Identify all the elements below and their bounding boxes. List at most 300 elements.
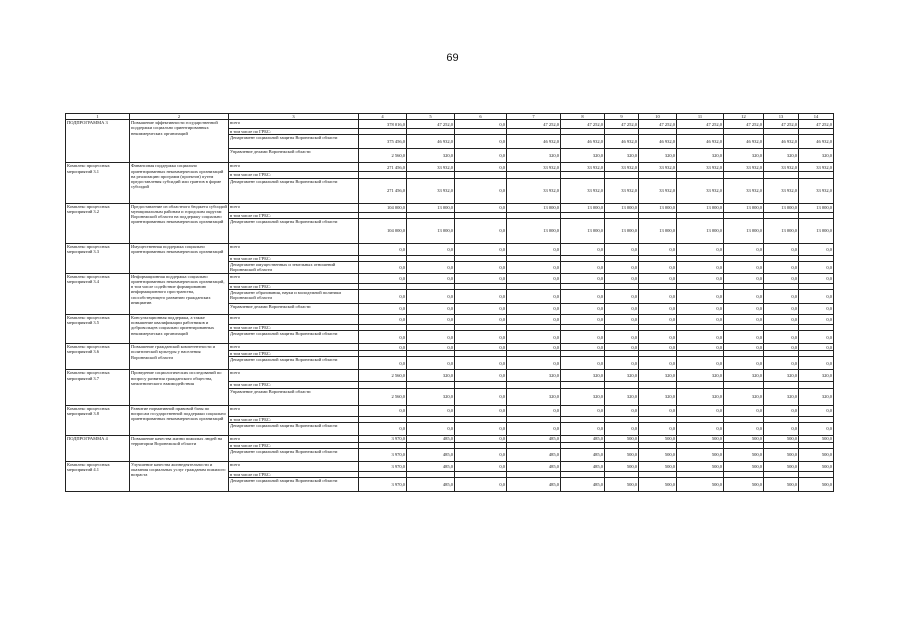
value-cell: 500,0 xyxy=(764,448,799,461)
value-cell: 0,0 xyxy=(455,331,507,344)
column-header: 9 xyxy=(605,114,639,120)
value-cell: 485,0 xyxy=(407,448,455,461)
value-cell: 320,0 xyxy=(507,370,561,382)
value-cell: 0,0 xyxy=(455,344,507,351)
value-cell: 104 000,0 xyxy=(359,218,407,243)
value-cell: 0,0 xyxy=(677,315,724,325)
value-cell: 0,0 xyxy=(407,290,455,304)
value-cell: 500,0 xyxy=(799,448,834,461)
funding-source-cell: Департамент социальной защиты Воронежской области xyxy=(229,478,359,492)
value-cell: 0,0 xyxy=(359,357,407,370)
table-body xyxy=(66,114,834,492)
value-cell: 0,0 xyxy=(724,344,764,351)
budget-table xyxy=(65,113,834,492)
value-cell: 46 932,0 xyxy=(799,135,834,149)
value-cell: 0,0 xyxy=(639,261,677,273)
value-cell: 0,0 xyxy=(455,273,507,283)
value-cell: 0,0 xyxy=(764,304,799,315)
value-cell: 0,0 xyxy=(455,163,507,172)
value-cell: 0,0 xyxy=(799,405,834,416)
value-cell: 33 932,0 xyxy=(605,178,639,203)
value-cell: 0,0 xyxy=(455,135,507,149)
funding-source-cell: в том числе по ГРБС: xyxy=(229,325,359,331)
program-name-cell: Проведение социологических исследований по вопросу развития гражданского общества, межэтнического взаимодействия xyxy=(130,370,229,405)
value-cell: 320,0 xyxy=(561,388,605,405)
value-cell: 3 970,0 xyxy=(359,478,407,492)
program-name-cell: Повышение эффективности государственной поддержки социально ориентированных некоммерческих организаций xyxy=(130,120,229,163)
value-cell: 500,0 xyxy=(639,435,677,442)
value-cell: 47 252,0 xyxy=(605,120,639,129)
table-row xyxy=(66,435,834,442)
value-cell: 0,0 xyxy=(724,315,764,325)
value-cell: 46 932,0 xyxy=(407,135,455,149)
value-cell: 0,0 xyxy=(605,243,639,255)
value-cell: 0,0 xyxy=(455,120,507,129)
value-cell: 0,0 xyxy=(359,315,407,325)
value-cell: 46 932,0 xyxy=(507,135,561,149)
funding-source-cell: Департамент социальной защиты Воронежской области xyxy=(229,357,359,370)
funding-source-cell: всего xyxy=(229,273,359,283)
value-cell: 33 932,0 xyxy=(639,178,677,203)
value-cell: 0,0 xyxy=(455,261,507,273)
value-cell: 500,0 xyxy=(639,478,677,492)
value-cell: 500,0 xyxy=(764,435,799,442)
value-cell: 13 000,0 xyxy=(605,203,639,212)
page-number: 69 xyxy=(446,52,459,64)
value-cell: 0,0 xyxy=(677,243,724,255)
column-header: 8 xyxy=(561,114,605,120)
funding-source-cell: всего xyxy=(229,120,359,129)
value-cell: 0,0 xyxy=(407,243,455,255)
value-cell: 13 000,0 xyxy=(799,218,834,243)
value-cell: 0,0 xyxy=(799,344,834,351)
value-cell: 0,0 xyxy=(639,290,677,304)
value-cell: 320,0 xyxy=(799,370,834,382)
value-cell: 0,0 xyxy=(605,304,639,315)
program-name-cell: Консультационная поддержка, а также повышение квалификации работников и добровольцев социально ориентированных некоммерческих организаций xyxy=(130,315,229,344)
value-cell: 13 000,0 xyxy=(507,203,561,212)
value-cell: 0,0 xyxy=(359,261,407,273)
value-cell: 0,0 xyxy=(507,243,561,255)
value-cell: 0,0 xyxy=(561,243,605,255)
column-header: 4 xyxy=(359,114,407,120)
value-cell: 0,0 xyxy=(724,357,764,370)
funding-source-cell: всего xyxy=(229,370,359,382)
value-cell: 0,0 xyxy=(561,290,605,304)
value-cell: 500,0 xyxy=(764,461,799,471)
value-cell: 0,0 xyxy=(507,304,561,315)
value-cell: 0,0 xyxy=(677,304,724,315)
funding-source-cell: Департамент социальной защиты Воронежской области xyxy=(229,448,359,461)
funding-source-cell: Департамент имущественных и земельных отношений Воронежской области xyxy=(229,261,359,273)
value-cell: 0,0 xyxy=(605,344,639,351)
value-cell: 0,0 xyxy=(639,405,677,416)
value-cell: 0,0 xyxy=(605,261,639,273)
program-code-cell: Комплекс процессных мероприятий 3.1 xyxy=(66,163,130,203)
table-row xyxy=(66,461,834,471)
value-cell: 320,0 xyxy=(677,370,724,382)
value-cell: 0,0 xyxy=(561,261,605,273)
value-cell: 0,0 xyxy=(799,357,834,370)
table-row xyxy=(66,405,834,416)
value-cell: 0,0 xyxy=(605,290,639,304)
value-cell: 485,0 xyxy=(507,448,561,461)
value-cell: 13 000,0 xyxy=(561,203,605,212)
value-cell: 500,0 xyxy=(677,478,724,492)
program-code-cell: Комплекс процессных мероприятий 3.3 xyxy=(66,243,130,273)
value-cell: 485,0 xyxy=(507,461,561,471)
value-cell: 485,0 xyxy=(561,435,605,442)
column-header: 11 xyxy=(677,114,724,120)
value-cell: 0,0 xyxy=(507,357,561,370)
program-name-cell: Финансовая поддержка социально ориентированных некоммерческих организаций на реализацию программ (проектов) путем предоставления субсидий или грантов в форме субсидий xyxy=(130,163,229,203)
value-cell: 0,0 xyxy=(639,304,677,315)
value-cell: 320,0 xyxy=(605,149,639,163)
value-cell: 13 000,0 xyxy=(799,203,834,212)
value-cell: 46 932,0 xyxy=(764,135,799,149)
funding-source-cell: всего xyxy=(229,344,359,351)
value-cell: 2 560,0 xyxy=(359,388,407,405)
value-cell: 0,0 xyxy=(605,405,639,416)
funding-source-cell: в том числе по ГРБС: xyxy=(229,382,359,388)
value-cell: 500,0 xyxy=(724,448,764,461)
value-cell: 0,0 xyxy=(764,273,799,283)
column-header: 5 xyxy=(407,114,455,120)
value-cell: 320,0 xyxy=(799,388,834,405)
value-cell: 0,0 xyxy=(677,405,724,416)
funding-source-cell: всего xyxy=(229,163,359,172)
program-name-cell: Улучшение качества жизнедеятельности и оказания социальных услуг гражданам пожилого возраста xyxy=(130,461,229,491)
value-cell: 33 932,0 xyxy=(724,163,764,172)
value-cell: 0,0 xyxy=(561,357,605,370)
value-cell: 0,0 xyxy=(764,243,799,255)
value-cell: 320,0 xyxy=(724,388,764,405)
value-cell: 0,0 xyxy=(639,422,677,435)
funding-source-cell: Департамент социальной защиты Воронежской области xyxy=(229,178,359,203)
value-cell: 320,0 xyxy=(561,370,605,382)
value-cell: 500,0 xyxy=(677,461,724,471)
value-cell: 485,0 xyxy=(561,461,605,471)
value-cell: 33 932,0 xyxy=(677,178,724,203)
value-cell: 500,0 xyxy=(605,478,639,492)
value-cell: 0,0 xyxy=(724,243,764,255)
value-cell: 46 932,0 xyxy=(724,135,764,149)
value-cell: 47 252,0 xyxy=(764,120,799,129)
value-cell: 485,0 xyxy=(561,478,605,492)
value-cell: 0,0 xyxy=(455,370,507,382)
value-cell: 320,0 xyxy=(407,370,455,382)
value-cell: 0,0 xyxy=(455,422,507,435)
table-row xyxy=(66,163,834,172)
value-cell: 46 932,0 xyxy=(605,135,639,149)
value-cell: 33 932,0 xyxy=(407,178,455,203)
value-cell: 33 932,0 xyxy=(605,163,639,172)
value-cell: 0,0 xyxy=(507,331,561,344)
value-cell: 13 000,0 xyxy=(561,218,605,243)
value-cell: 0,0 xyxy=(507,315,561,325)
funding-source-cell: Департамент социальной защиты Воронежской области xyxy=(229,135,359,149)
value-cell: 320,0 xyxy=(764,149,799,163)
program-code-cell: Комплекс процессных мероприятий 3.8 xyxy=(66,405,130,435)
value-cell: 500,0 xyxy=(764,478,799,492)
value-cell: 46 932,0 xyxy=(677,135,724,149)
value-cell: 0,0 xyxy=(507,405,561,416)
value-cell: 33 932,0 xyxy=(677,163,724,172)
value-cell: 47 252,0 xyxy=(561,120,605,129)
value-cell: 0,0 xyxy=(507,422,561,435)
value-cell: 0,0 xyxy=(359,405,407,416)
value-cell: 0,0 xyxy=(764,405,799,416)
value-cell: 47 252,0 xyxy=(407,120,455,129)
value-cell: 500,0 xyxy=(605,448,639,461)
value-cell: 0,0 xyxy=(455,315,507,325)
value-cell: 0,0 xyxy=(764,290,799,304)
value-cell: 13 000,0 xyxy=(507,218,561,243)
value-cell: 485,0 xyxy=(507,435,561,442)
value-cell: 0,0 xyxy=(407,357,455,370)
value-cell: 47 252,0 xyxy=(724,120,764,129)
table-row xyxy=(66,120,834,129)
funding-source-cell: в том числе по ГРБС: xyxy=(229,172,359,178)
value-cell: 0,0 xyxy=(799,315,834,325)
value-cell: 500,0 xyxy=(677,435,724,442)
funding-source-cell: Департамент социальной защиты Воронежской области xyxy=(229,218,359,243)
value-cell: 0,0 xyxy=(455,243,507,255)
value-cell: 2 560,0 xyxy=(359,149,407,163)
value-cell: 0,0 xyxy=(724,422,764,435)
table-row xyxy=(66,243,834,255)
program-code-cell: ПОДПРОГРАММА 3 xyxy=(66,120,130,163)
value-cell: 500,0 xyxy=(799,461,834,471)
program-name-cell: Повышение гражданской компетентности и политической культуры у населения Воронежской области xyxy=(130,344,229,370)
value-cell: 485,0 xyxy=(407,461,455,471)
funding-source-cell: Управление делами Воронежской области xyxy=(229,388,359,405)
value-cell: 500,0 xyxy=(639,461,677,471)
table-row xyxy=(66,203,834,212)
value-cell: 13 000,0 xyxy=(764,218,799,243)
value-cell: 320,0 xyxy=(724,149,764,163)
value-cell: 0,0 xyxy=(359,331,407,344)
value-cell: 0,0 xyxy=(605,331,639,344)
funding-source-cell: всего xyxy=(229,435,359,442)
program-code-cell: ПОДПРОГРАММА 4 xyxy=(66,435,130,461)
value-cell: 485,0 xyxy=(407,478,455,492)
value-cell: 378 016,0 xyxy=(359,120,407,129)
value-cell: 0,0 xyxy=(639,273,677,283)
value-cell: 0,0 xyxy=(677,344,724,351)
value-cell: 500,0 xyxy=(724,461,764,471)
value-cell: 320,0 xyxy=(799,149,834,163)
value-cell: 33 932,0 xyxy=(799,163,834,172)
value-cell: 485,0 xyxy=(561,448,605,461)
value-cell: 0,0 xyxy=(639,315,677,325)
value-cell: 0,0 xyxy=(724,273,764,283)
funding-source-cell: всего xyxy=(229,315,359,325)
value-cell: 33 932,0 xyxy=(799,178,834,203)
column-header: 14 xyxy=(799,114,834,120)
value-cell: 0,0 xyxy=(455,388,507,405)
value-cell: 33 932,0 xyxy=(561,178,605,203)
value-cell: 0,0 xyxy=(359,304,407,315)
value-cell: 33 932,0 xyxy=(639,163,677,172)
funding-source-cell: Управление делами Воронежской области xyxy=(229,304,359,315)
value-cell: 500,0 xyxy=(799,478,834,492)
value-cell: 13 000,0 xyxy=(677,218,724,243)
value-cell: 0,0 xyxy=(561,304,605,315)
value-cell: 0,0 xyxy=(507,261,561,273)
value-cell: 0,0 xyxy=(561,273,605,283)
table-row xyxy=(66,315,834,325)
value-cell: 500,0 xyxy=(799,435,834,442)
funding-source-cell: в том числе по ГРБС: xyxy=(229,283,359,289)
value-cell: 33 932,0 xyxy=(764,178,799,203)
value-cell: 0,0 xyxy=(639,331,677,344)
value-cell: 320,0 xyxy=(639,388,677,405)
value-cell: 0,0 xyxy=(561,422,605,435)
value-cell: 0,0 xyxy=(407,405,455,416)
value-cell: 271 456,0 xyxy=(359,163,407,172)
value-cell: 0,0 xyxy=(561,405,605,416)
value-cell: 0,0 xyxy=(507,273,561,283)
value-cell: 500,0 xyxy=(724,478,764,492)
value-cell: 0,0 xyxy=(455,304,507,315)
value-cell: 0,0 xyxy=(677,273,724,283)
value-cell: 13 000,0 xyxy=(639,203,677,212)
program-name-cell: Предоставление из областного бюджета субсидий муниципальным районам и городским округам Воронежской области на поддержку социально ориентированных некоммерческих организаций xyxy=(130,203,229,243)
value-cell: 0,0 xyxy=(407,273,455,283)
value-cell: 33 932,0 xyxy=(407,163,455,172)
value-cell: 0,0 xyxy=(507,344,561,351)
value-cell: 320,0 xyxy=(561,149,605,163)
value-cell: 47 252,0 xyxy=(677,120,724,129)
value-cell: 0,0 xyxy=(724,331,764,344)
value-cell: 0,0 xyxy=(724,261,764,273)
value-cell: 0,0 xyxy=(359,422,407,435)
funding-source-cell: всего xyxy=(229,243,359,255)
value-cell: 46 932,0 xyxy=(561,135,605,149)
value-cell: 0,0 xyxy=(561,315,605,325)
value-cell: 46 932,0 xyxy=(639,135,677,149)
value-cell: 320,0 xyxy=(677,149,724,163)
value-cell: 0,0 xyxy=(724,304,764,315)
value-cell: 0,0 xyxy=(561,344,605,351)
value-cell: 47 252,0 xyxy=(507,120,561,129)
column-header: 12 xyxy=(724,114,764,120)
value-cell: 13 000,0 xyxy=(407,218,455,243)
value-cell: 13 000,0 xyxy=(605,218,639,243)
table-row xyxy=(66,370,834,382)
value-cell: 0,0 xyxy=(764,422,799,435)
value-cell: 0,0 xyxy=(455,357,507,370)
value-cell: 0,0 xyxy=(359,290,407,304)
funding-source-cell: в том числе по ГРБС: xyxy=(229,129,359,135)
program-name-cell: Информационная поддержка социально ориентированных некоммерческих организаций, в том числе содействие формированию информационного пространства, способствующего развитию гражданских инициатив xyxy=(130,273,229,314)
value-cell: 0,0 xyxy=(724,290,764,304)
funding-source-cell: всего xyxy=(229,461,359,471)
funding-source-cell: Департамент образования, науки и молодежной политики Воронежской области xyxy=(229,290,359,304)
program-code-cell: Комплекс процессных мероприятий 3.7 xyxy=(66,370,130,405)
value-cell: 0,0 xyxy=(561,331,605,344)
value-cell: 320,0 xyxy=(407,149,455,163)
value-cell: 320,0 xyxy=(764,388,799,405)
value-cell: 13 000,0 xyxy=(677,203,724,212)
value-cell: 320,0 xyxy=(407,388,455,405)
value-cell: 0,0 xyxy=(764,331,799,344)
column-header: 6 xyxy=(455,114,507,120)
value-cell: 0,0 xyxy=(724,405,764,416)
value-cell: 500,0 xyxy=(724,435,764,442)
value-cell: 320,0 xyxy=(605,388,639,405)
value-cell: 3 970,0 xyxy=(359,435,407,442)
value-cell: 0,0 xyxy=(455,478,507,492)
value-cell: 0,0 xyxy=(799,290,834,304)
value-cell: 13 000,0 xyxy=(724,203,764,212)
value-cell: 0,0 xyxy=(455,178,507,203)
column-header: 3 xyxy=(229,114,359,120)
value-cell: 0,0 xyxy=(359,273,407,283)
value-cell: 320,0 xyxy=(639,149,677,163)
value-cell: 0,0 xyxy=(605,422,639,435)
value-cell: 0,0 xyxy=(799,422,834,435)
table-row xyxy=(66,273,834,283)
value-cell: 0,0 xyxy=(764,315,799,325)
funding-source-cell: Департамент социальной защиты Воронежской области xyxy=(229,331,359,344)
value-cell: 271 456,0 xyxy=(359,178,407,203)
column-header: 13 xyxy=(764,114,799,120)
value-cell: 33 932,0 xyxy=(561,163,605,172)
value-cell: 0,0 xyxy=(764,261,799,273)
value-cell: 0,0 xyxy=(407,304,455,315)
value-cell: 47 252,0 xyxy=(799,120,834,129)
value-cell: 0,0 xyxy=(455,405,507,416)
program-code-cell: Комплекс процессных мероприятий 4.1 xyxy=(66,461,130,491)
value-cell: 320,0 xyxy=(605,370,639,382)
value-cell: 320,0 xyxy=(507,149,561,163)
value-cell: 13 000,0 xyxy=(407,203,455,212)
value-cell: 0,0 xyxy=(455,461,507,471)
value-cell: 47 252,0 xyxy=(639,120,677,129)
value-cell: 0,0 xyxy=(677,422,724,435)
value-cell: 104 000,0 xyxy=(359,203,407,212)
value-cell: 485,0 xyxy=(407,435,455,442)
value-cell: 320,0 xyxy=(639,370,677,382)
value-cell: 500,0 xyxy=(639,448,677,461)
program-name-cell: Повышение качества жизни пожилых людей на территории Воронежской области xyxy=(130,435,229,461)
value-cell: 0,0 xyxy=(799,331,834,344)
value-cell: 0,0 xyxy=(407,261,455,273)
value-cell: 33 932,0 xyxy=(507,163,561,172)
column-header: 7 xyxy=(507,114,561,120)
value-cell: 0,0 xyxy=(359,344,407,351)
value-cell: 0,0 xyxy=(764,344,799,351)
value-cell: 0,0 xyxy=(455,435,507,442)
value-cell: 0,0 xyxy=(677,331,724,344)
column-header: 1 xyxy=(66,114,130,120)
program-name-cell: Имущественная поддержка социально ориентированных некоммерческих организаций xyxy=(130,243,229,273)
column-header: 10 xyxy=(639,114,677,120)
value-cell: 0,0 xyxy=(764,357,799,370)
value-cell: 13 000,0 xyxy=(639,218,677,243)
funding-source-cell: Управление делами Воронежской области xyxy=(229,149,359,163)
column-header: 2 xyxy=(130,114,229,120)
value-cell: 0,0 xyxy=(799,273,834,283)
funding-source-cell: Департамент социальной защиты Воронежской области xyxy=(229,422,359,435)
funding-source-cell: в том числе по ГРБС: xyxy=(229,212,359,218)
value-cell: 33 932,0 xyxy=(507,178,561,203)
value-cell: 0,0 xyxy=(407,331,455,344)
value-cell: 0,0 xyxy=(677,357,724,370)
funding-source-cell: в том числе по ГРБС: xyxy=(229,255,359,261)
